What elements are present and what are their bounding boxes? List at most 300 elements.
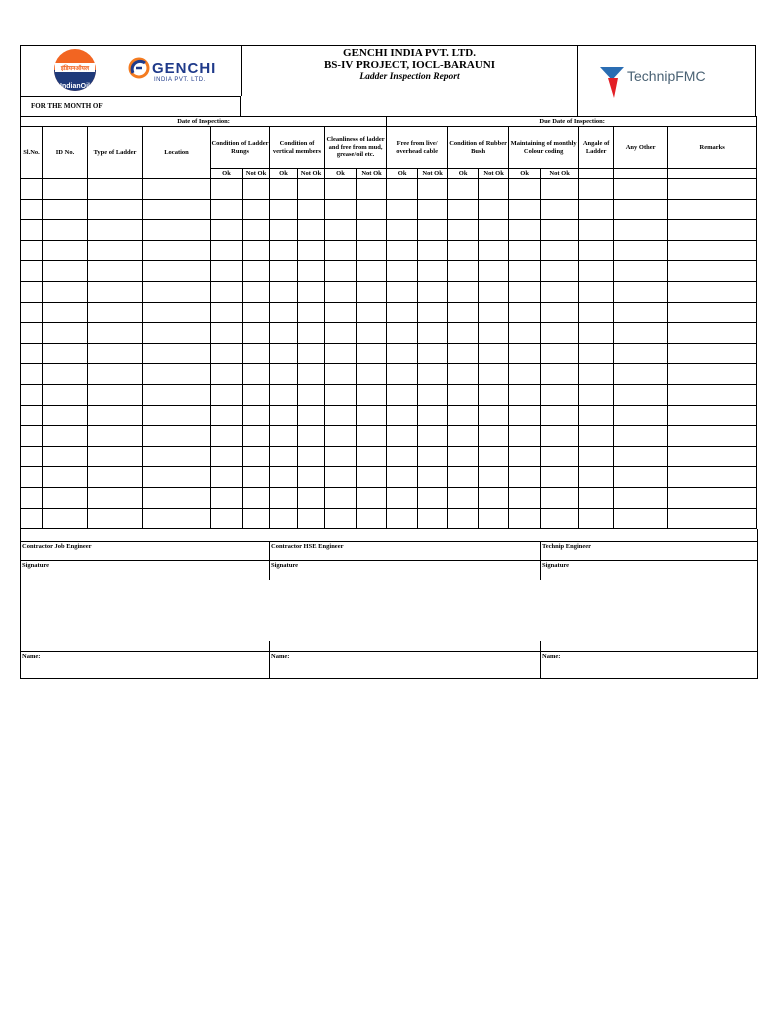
- table-cell[interactable]: [579, 426, 614, 447]
- table-cell[interactable]: [418, 508, 448, 529]
- table-cell[interactable]: [448, 343, 479, 364]
- table-cell[interactable]: [418, 364, 448, 385]
- table-cell[interactable]: [479, 426, 509, 447]
- table-cell[interactable]: [448, 446, 479, 467]
- table-cell[interactable]: [143, 220, 211, 241]
- table-cell[interactable]: [387, 302, 418, 323]
- table-cell[interactable]: [21, 281, 43, 302]
- table-cell[interactable]: [387, 426, 418, 447]
- table-cell[interactable]: [21, 487, 43, 508]
- table-cell[interactable]: [418, 302, 448, 323]
- table-cell[interactable]: [298, 302, 325, 323]
- table-cell[interactable]: [479, 487, 509, 508]
- table-cell[interactable]: [298, 446, 325, 467]
- table-cell[interactable]: [243, 261, 270, 282]
- table-cell[interactable]: [668, 384, 757, 405]
- table-cell[interactable]: [143, 199, 211, 220]
- table-cell[interactable]: [21, 240, 43, 261]
- table-cell[interactable]: [270, 446, 298, 467]
- table-cell[interactable]: [357, 364, 387, 385]
- table-cell[interactable]: [448, 508, 479, 529]
- table-cell[interactable]: [270, 405, 298, 426]
- table-cell[interactable]: [243, 384, 270, 405]
- table-cell[interactable]: [211, 179, 243, 200]
- table-cell[interactable]: [541, 467, 579, 488]
- table-cell[interactable]: [243, 364, 270, 385]
- table-cell[interactable]: [211, 487, 243, 508]
- table-cell[interactable]: [143, 281, 211, 302]
- table-cell[interactable]: [21, 179, 43, 200]
- table-cell[interactable]: [418, 281, 448, 302]
- table-cell[interactable]: [614, 323, 668, 344]
- table-cell[interactable]: [88, 426, 143, 447]
- table-cell[interactable]: [88, 179, 143, 200]
- table-cell[interactable]: [88, 199, 143, 220]
- table-cell[interactable]: [479, 323, 509, 344]
- table-cell[interactable]: [325, 323, 357, 344]
- table-cell[interactable]: [509, 487, 541, 508]
- table-cell[interactable]: [387, 446, 418, 467]
- table-cell[interactable]: [479, 364, 509, 385]
- table-cell[interactable]: [418, 426, 448, 447]
- table-cell[interactable]: [325, 508, 357, 529]
- table-cell[interactable]: [143, 508, 211, 529]
- table-cell[interactable]: [541, 508, 579, 529]
- table-cell[interactable]: [541, 364, 579, 385]
- table-cell[interactable]: [21, 220, 43, 241]
- table-cell[interactable]: [418, 467, 448, 488]
- table-cell[interactable]: [43, 240, 88, 261]
- table-cell[interactable]: [243, 343, 270, 364]
- table-cell[interactable]: [43, 508, 88, 529]
- table-cell[interactable]: [43, 199, 88, 220]
- table-cell[interactable]: [448, 405, 479, 426]
- table-cell[interactable]: [243, 467, 270, 488]
- table-cell[interactable]: [21, 508, 43, 529]
- table-cell[interactable]: [479, 281, 509, 302]
- table-cell[interactable]: [541, 323, 579, 344]
- table-cell[interactable]: [541, 384, 579, 405]
- table-cell[interactable]: [357, 487, 387, 508]
- table-cell[interactable]: [509, 281, 541, 302]
- table-cell[interactable]: [43, 220, 88, 241]
- table-cell[interactable]: [668, 199, 757, 220]
- table-cell[interactable]: [298, 220, 325, 241]
- table-cell[interactable]: [21, 384, 43, 405]
- table-cell[interactable]: [270, 302, 298, 323]
- table-cell[interactable]: [21, 199, 43, 220]
- table-cell[interactable]: [298, 240, 325, 261]
- table-cell[interactable]: [387, 405, 418, 426]
- table-cell[interactable]: [668, 179, 757, 200]
- table-cell[interactable]: [387, 323, 418, 344]
- table-cell[interactable]: [298, 405, 325, 426]
- table-cell[interactable]: [614, 405, 668, 426]
- table-cell[interactable]: [270, 487, 298, 508]
- table-cell[interactable]: [418, 384, 448, 405]
- table-cell[interactable]: [387, 508, 418, 529]
- table-cell[interactable]: [211, 384, 243, 405]
- table-cell[interactable]: [43, 467, 88, 488]
- table-cell[interactable]: [541, 405, 579, 426]
- table-cell[interactable]: [541, 220, 579, 241]
- table-cell[interactable]: [448, 364, 479, 385]
- table-cell[interactable]: [541, 426, 579, 447]
- table-cell[interactable]: [509, 323, 541, 344]
- table-cell[interactable]: [325, 179, 357, 200]
- table-cell[interactable]: [88, 467, 143, 488]
- table-cell[interactable]: [357, 467, 387, 488]
- table-cell[interactable]: [509, 426, 541, 447]
- table-cell[interactable]: [21, 446, 43, 467]
- table-cell[interactable]: [21, 364, 43, 385]
- table-cell[interactable]: [211, 426, 243, 447]
- table-cell[interactable]: [479, 199, 509, 220]
- table-cell[interactable]: [387, 261, 418, 282]
- table-cell[interactable]: [479, 405, 509, 426]
- table-cell[interactable]: [448, 384, 479, 405]
- table-cell[interactable]: [357, 240, 387, 261]
- table-cell[interactable]: [88, 446, 143, 467]
- table-cell[interactable]: [325, 261, 357, 282]
- table-cell[interactable]: [357, 323, 387, 344]
- table-cell[interactable]: [614, 199, 668, 220]
- table-cell[interactable]: [298, 199, 325, 220]
- table-cell[interactable]: [387, 343, 418, 364]
- table-cell[interactable]: [88, 343, 143, 364]
- table-cell[interactable]: [387, 467, 418, 488]
- table-cell[interactable]: [143, 179, 211, 200]
- table-cell[interactable]: [43, 343, 88, 364]
- table-cell[interactable]: [614, 364, 668, 385]
- table-cell[interactable]: [579, 261, 614, 282]
- table-cell[interactable]: [541, 302, 579, 323]
- table-cell[interactable]: [143, 343, 211, 364]
- table-cell[interactable]: [579, 343, 614, 364]
- table-cell[interactable]: [243, 405, 270, 426]
- table-cell[interactable]: [614, 240, 668, 261]
- table-cell[interactable]: [479, 240, 509, 261]
- table-cell[interactable]: [579, 240, 614, 261]
- table-cell[interactable]: [325, 426, 357, 447]
- table-cell[interactable]: [43, 302, 88, 323]
- table-cell[interactable]: [387, 384, 418, 405]
- table-cell[interactable]: [325, 446, 357, 467]
- table-cell[interactable]: [357, 343, 387, 364]
- table-cell[interactable]: [357, 302, 387, 323]
- table-cell[interactable]: [418, 323, 448, 344]
- table-cell[interactable]: [325, 199, 357, 220]
- table-cell[interactable]: [579, 179, 614, 200]
- table-cell[interactable]: [357, 405, 387, 426]
- table-cell[interactable]: [668, 405, 757, 426]
- table-cell[interactable]: [541, 199, 579, 220]
- table-cell[interactable]: [298, 179, 325, 200]
- table-cell[interactable]: [541, 446, 579, 467]
- table-cell[interactable]: [418, 446, 448, 467]
- table-cell[interactable]: [243, 302, 270, 323]
- table-cell[interactable]: [448, 199, 479, 220]
- table-cell[interactable]: [325, 384, 357, 405]
- table-cell[interactable]: [479, 467, 509, 488]
- table-cell[interactable]: [668, 426, 757, 447]
- table-cell[interactable]: [43, 261, 88, 282]
- table-cell[interactable]: [541, 179, 579, 200]
- table-cell[interactable]: [509, 199, 541, 220]
- table-cell[interactable]: [211, 240, 243, 261]
- table-cell[interactable]: [579, 405, 614, 426]
- table-cell[interactable]: [614, 220, 668, 241]
- table-cell[interactable]: [479, 302, 509, 323]
- table-cell[interactable]: [418, 405, 448, 426]
- table-cell[interactable]: [270, 179, 298, 200]
- table-cell[interactable]: [211, 343, 243, 364]
- table-cell[interactable]: [579, 281, 614, 302]
- table-cell[interactable]: [243, 179, 270, 200]
- table-cell[interactable]: [298, 508, 325, 529]
- table-cell[interactable]: [668, 487, 757, 508]
- table-cell[interactable]: [325, 281, 357, 302]
- table-cell[interactable]: [143, 487, 211, 508]
- table-cell[interactable]: [88, 323, 143, 344]
- table-cell[interactable]: [243, 240, 270, 261]
- table-cell[interactable]: [509, 384, 541, 405]
- table-cell[interactable]: [479, 220, 509, 241]
- table-cell[interactable]: [579, 508, 614, 529]
- table-cell[interactable]: [211, 364, 243, 385]
- table-cell[interactable]: [357, 261, 387, 282]
- table-cell[interactable]: [448, 261, 479, 282]
- table-cell[interactable]: [270, 467, 298, 488]
- table-cell[interactable]: [211, 446, 243, 467]
- table-cell[interactable]: [298, 426, 325, 447]
- table-cell[interactable]: [479, 446, 509, 467]
- table-cell[interactable]: [43, 179, 88, 200]
- table-cell[interactable]: [143, 405, 211, 426]
- table-cell[interactable]: [21, 343, 43, 364]
- table-cell[interactable]: [418, 261, 448, 282]
- table-cell[interactable]: [270, 240, 298, 261]
- table-cell[interactable]: [448, 467, 479, 488]
- table-cell[interactable]: [143, 446, 211, 467]
- table-cell[interactable]: [88, 364, 143, 385]
- table-cell[interactable]: [211, 261, 243, 282]
- table-cell[interactable]: [243, 199, 270, 220]
- table-cell[interactable]: [614, 467, 668, 488]
- table-cell[interactable]: [509, 240, 541, 261]
- table-cell[interactable]: [357, 384, 387, 405]
- table-cell[interactable]: [614, 261, 668, 282]
- table-cell[interactable]: [357, 508, 387, 529]
- table-cell[interactable]: [387, 240, 418, 261]
- table-cell[interactable]: [88, 384, 143, 405]
- table-cell[interactable]: [387, 364, 418, 385]
- table-cell[interactable]: [614, 446, 668, 467]
- table-cell[interactable]: [509, 446, 541, 467]
- table-cell[interactable]: [243, 323, 270, 344]
- table-cell[interactable]: [298, 323, 325, 344]
- table-cell[interactable]: [211, 302, 243, 323]
- table-cell[interactable]: [668, 220, 757, 241]
- table-cell[interactable]: [668, 446, 757, 467]
- table-cell[interactable]: [509, 364, 541, 385]
- table-cell[interactable]: [143, 261, 211, 282]
- table-cell[interactable]: [541, 281, 579, 302]
- table-cell[interactable]: [43, 364, 88, 385]
- table-cell[interactable]: [325, 405, 357, 426]
- table-cell[interactable]: [21, 261, 43, 282]
- table-cell[interactable]: [614, 384, 668, 405]
- table-cell[interactable]: [614, 179, 668, 200]
- table-cell[interactable]: [88, 281, 143, 302]
- table-cell[interactable]: [298, 364, 325, 385]
- table-cell[interactable]: [479, 508, 509, 529]
- table-cell[interactable]: [479, 384, 509, 405]
- table-cell[interactable]: [243, 281, 270, 302]
- table-cell[interactable]: [143, 364, 211, 385]
- table-cell[interactable]: [509, 179, 541, 200]
- table-cell[interactable]: [43, 281, 88, 302]
- table-cell[interactable]: [88, 487, 143, 508]
- table-cell[interactable]: [298, 261, 325, 282]
- table-cell[interactable]: [668, 240, 757, 261]
- table-cell[interactable]: [614, 426, 668, 447]
- table-cell[interactable]: [21, 426, 43, 447]
- table-cell[interactable]: [243, 487, 270, 508]
- table-cell[interactable]: [668, 261, 757, 282]
- table-cell[interactable]: [579, 364, 614, 385]
- table-cell[interactable]: [387, 199, 418, 220]
- table-cell[interactable]: [43, 323, 88, 344]
- table-cell[interactable]: [211, 199, 243, 220]
- table-cell[interactable]: [143, 467, 211, 488]
- table-cell[interactable]: [325, 220, 357, 241]
- table-cell[interactable]: [243, 446, 270, 467]
- table-cell[interactable]: [270, 261, 298, 282]
- table-cell[interactable]: [325, 487, 357, 508]
- table-cell[interactable]: [43, 405, 88, 426]
- table-cell[interactable]: [387, 281, 418, 302]
- table-cell[interactable]: [418, 199, 448, 220]
- table-cell[interactable]: [270, 199, 298, 220]
- table-cell[interactable]: [614, 302, 668, 323]
- table-cell[interactable]: [21, 302, 43, 323]
- table-cell[interactable]: [509, 343, 541, 364]
- table-cell[interactable]: [418, 343, 448, 364]
- table-cell[interactable]: [479, 179, 509, 200]
- table-cell[interactable]: [325, 364, 357, 385]
- table-cell[interactable]: [43, 384, 88, 405]
- table-cell[interactable]: [21, 323, 43, 344]
- table-cell[interactable]: [614, 343, 668, 364]
- table-cell[interactable]: [270, 384, 298, 405]
- table-cell[interactable]: [298, 343, 325, 364]
- table-cell[interactable]: [298, 487, 325, 508]
- table-cell[interactable]: [143, 384, 211, 405]
- table-cell[interactable]: [418, 220, 448, 241]
- table-cell[interactable]: [579, 487, 614, 508]
- table-cell[interactable]: [579, 467, 614, 488]
- table-cell[interactable]: [614, 487, 668, 508]
- table-cell[interactable]: [357, 281, 387, 302]
- table-cell[interactable]: [143, 426, 211, 447]
- table-cell[interactable]: [21, 467, 43, 488]
- table-cell[interactable]: [357, 220, 387, 241]
- table-cell[interactable]: [668, 323, 757, 344]
- table-cell[interactable]: [357, 446, 387, 467]
- table-cell[interactable]: [211, 405, 243, 426]
- table-cell[interactable]: [270, 281, 298, 302]
- table-cell[interactable]: [88, 220, 143, 241]
- table-cell[interactable]: [448, 487, 479, 508]
- table-cell[interactable]: [21, 405, 43, 426]
- table-cell[interactable]: [270, 508, 298, 529]
- table-cell[interactable]: [243, 426, 270, 447]
- table-cell[interactable]: [418, 240, 448, 261]
- table-cell[interactable]: [211, 323, 243, 344]
- table-cell[interactable]: [448, 426, 479, 447]
- table-cell[interactable]: [88, 405, 143, 426]
- table-cell[interactable]: [668, 467, 757, 488]
- table-cell[interactable]: [448, 179, 479, 200]
- table-cell[interactable]: [448, 323, 479, 344]
- table-cell[interactable]: [579, 302, 614, 323]
- table-cell[interactable]: [579, 199, 614, 220]
- table-cell[interactable]: [325, 302, 357, 323]
- table-cell[interactable]: [325, 343, 357, 364]
- table-cell[interactable]: [541, 240, 579, 261]
- table-cell[interactable]: [298, 467, 325, 488]
- table-cell[interactable]: [418, 487, 448, 508]
- table-cell[interactable]: [88, 261, 143, 282]
- table-cell[interactable]: [509, 405, 541, 426]
- table-cell[interactable]: [43, 446, 88, 467]
- table-cell[interactable]: [325, 467, 357, 488]
- table-cell[interactable]: [541, 343, 579, 364]
- table-cell[interactable]: [579, 446, 614, 467]
- table-cell[interactable]: [88, 240, 143, 261]
- table-cell[interactable]: [43, 487, 88, 508]
- table-cell[interactable]: [88, 302, 143, 323]
- table-cell[interactable]: [541, 487, 579, 508]
- table-cell[interactable]: [88, 508, 143, 529]
- table-cell[interactable]: [357, 199, 387, 220]
- table-cell[interactable]: [448, 220, 479, 241]
- table-cell[interactable]: [668, 302, 757, 323]
- table-cell[interactable]: [668, 281, 757, 302]
- table-cell[interactable]: [357, 426, 387, 447]
- table-cell[interactable]: [448, 281, 479, 302]
- table-cell[interactable]: [448, 302, 479, 323]
- table-cell[interactable]: [614, 281, 668, 302]
- table-cell[interactable]: [479, 343, 509, 364]
- table-cell[interactable]: [211, 467, 243, 488]
- table-cell[interactable]: [243, 220, 270, 241]
- table-cell[interactable]: [211, 281, 243, 302]
- table-cell[interactable]: [211, 220, 243, 241]
- table-cell[interactable]: [448, 240, 479, 261]
- table-cell[interactable]: [243, 508, 270, 529]
- table-cell[interactable]: [509, 220, 541, 241]
- table-cell[interactable]: [270, 426, 298, 447]
- table-cell[interactable]: [579, 323, 614, 344]
- table-cell[interactable]: [143, 323, 211, 344]
- table-cell[interactable]: [43, 426, 88, 447]
- table-cell[interactable]: [325, 240, 357, 261]
- table-cell[interactable]: [211, 508, 243, 529]
- table-cell[interactable]: [387, 179, 418, 200]
- table-cell[interactable]: [479, 261, 509, 282]
